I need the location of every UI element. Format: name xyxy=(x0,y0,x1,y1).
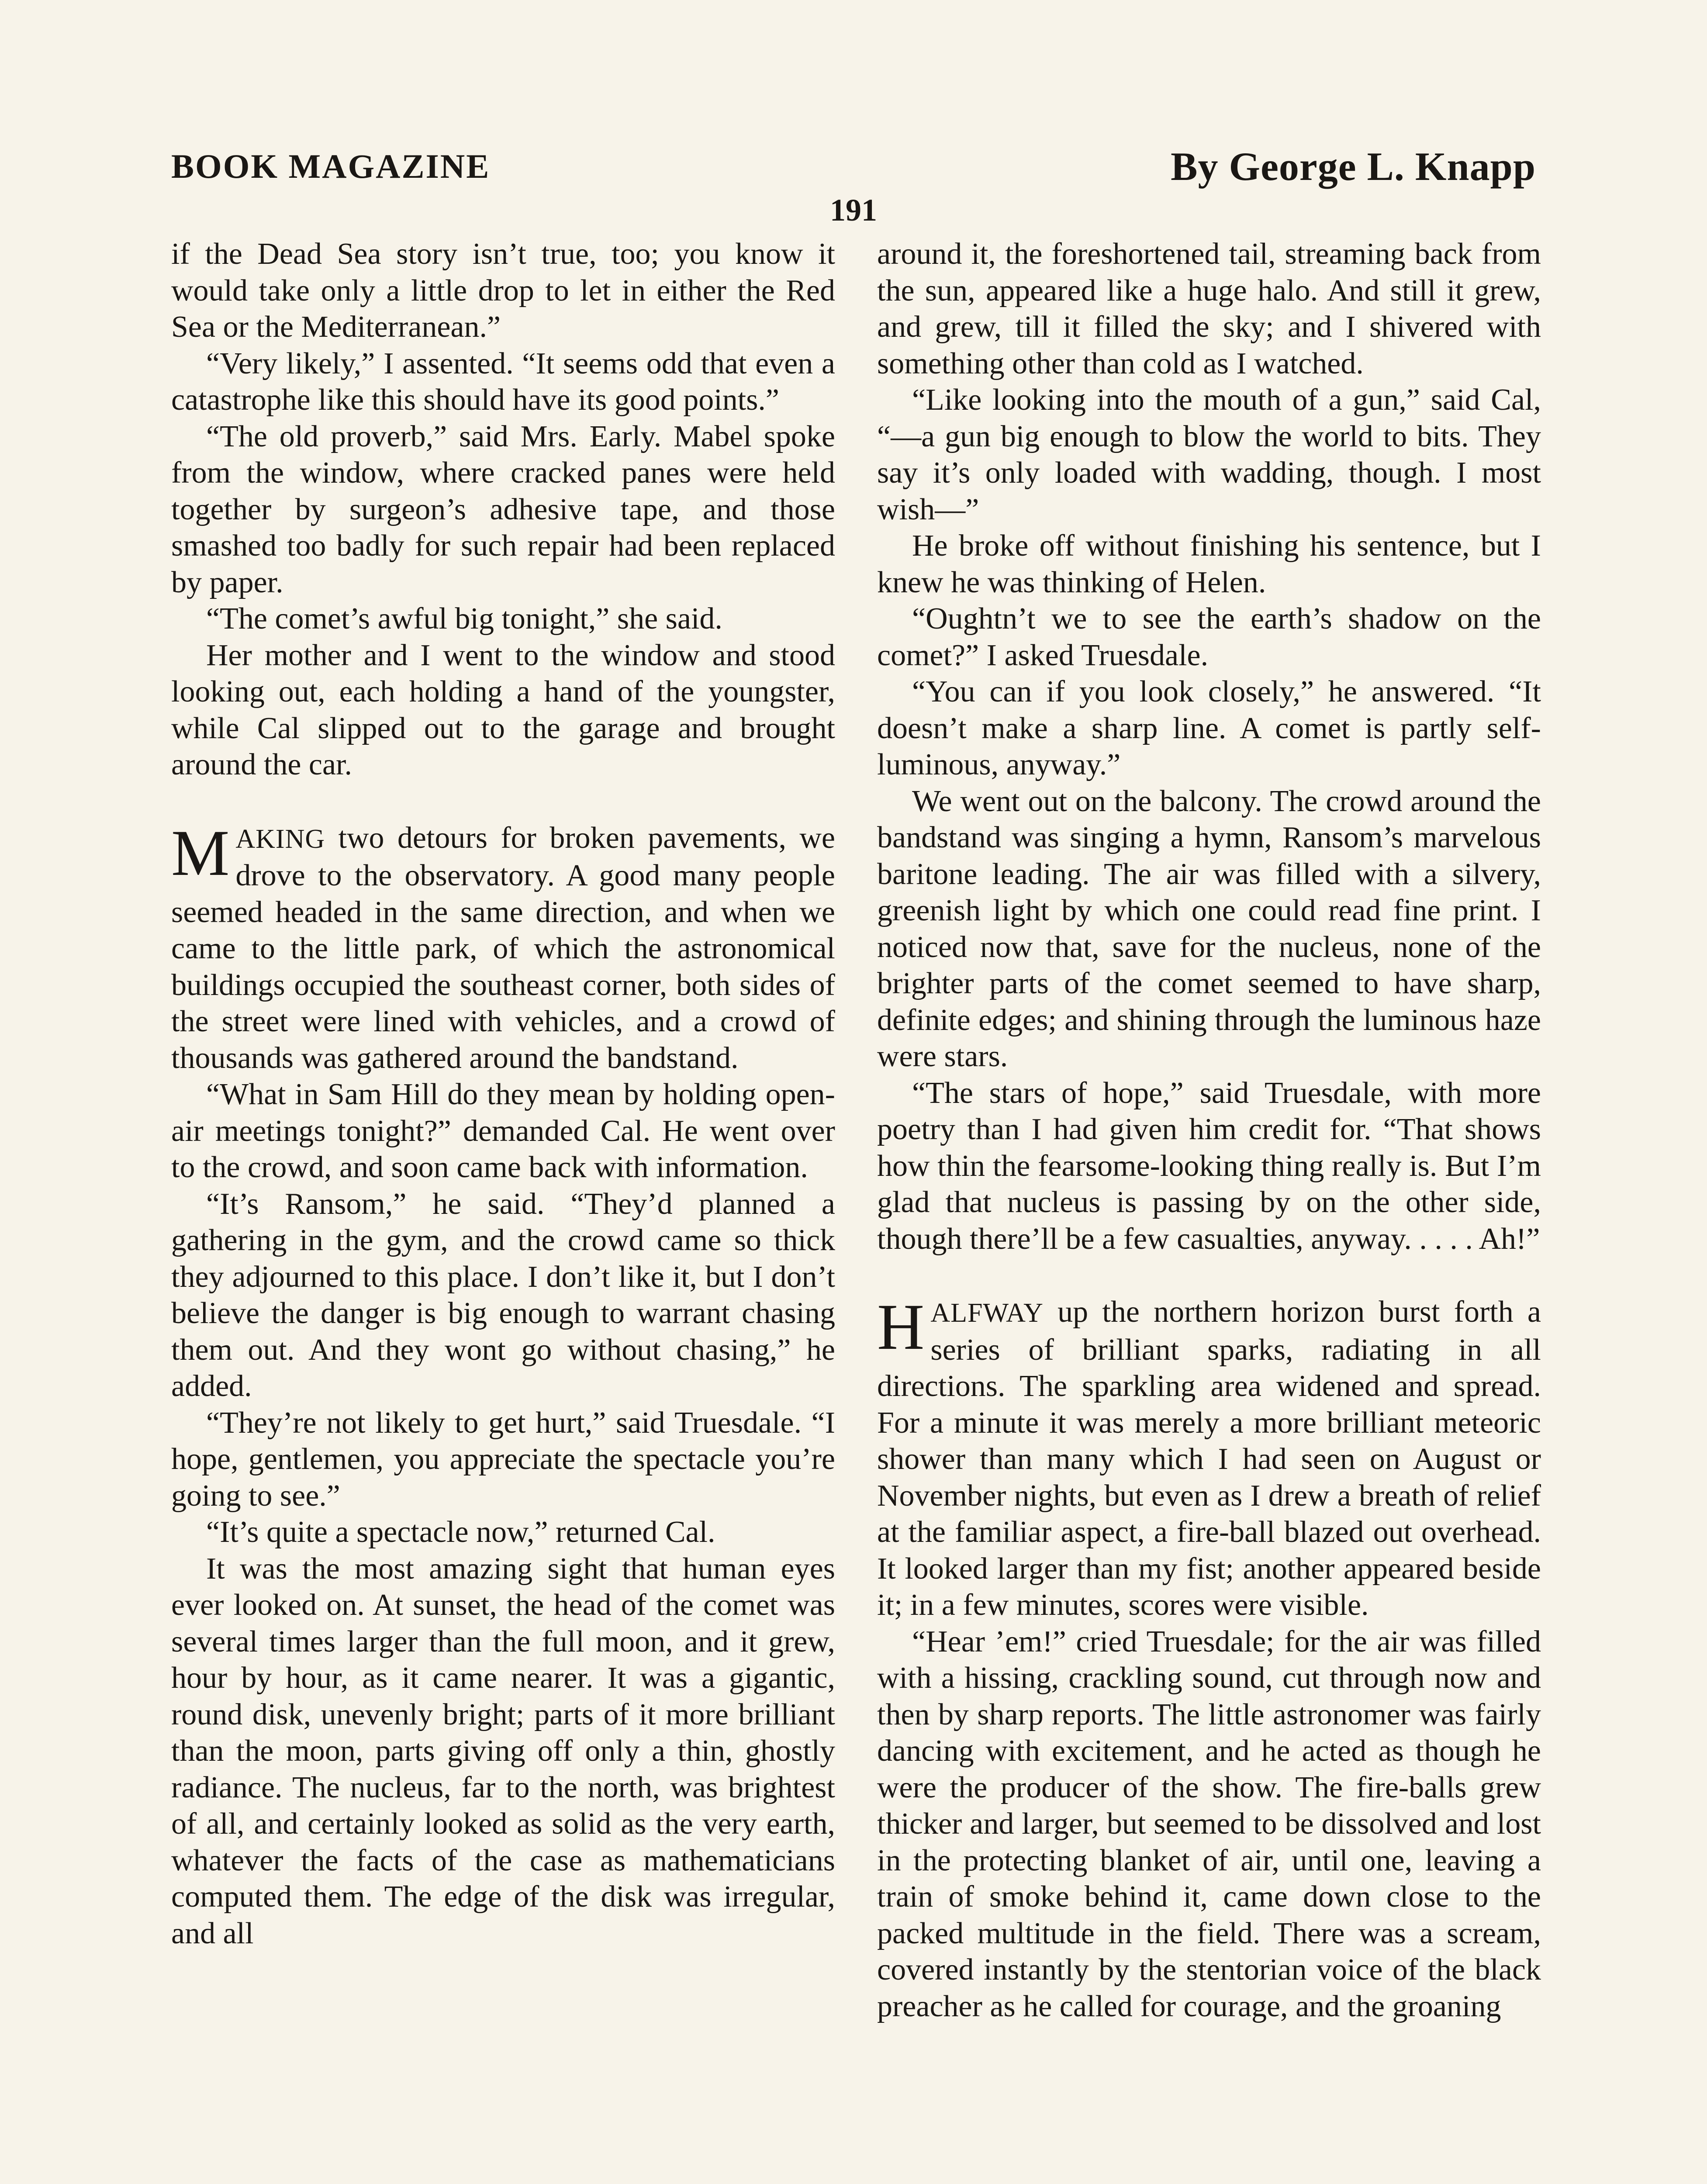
paragraph: “They’re not likely to get hurt,” said Truesdale. “I hope, gentlemen, you appreciate the spectacle you’re going to see.” xyxy=(171,1406,835,1513)
paragraph: “The old proverb,” said Mrs. Early. Mabel spoke from the window, where cracked panes were held together by surgeon’s adhesive tape, and those smashed too badly for such repair had been replaced by paper. xyxy=(171,419,835,599)
paragraph: “You can if you look closely,” he answered. “It doesn’t make a sharp line. A comet is partly self-luminous, anyway.” xyxy=(877,675,1541,781)
drop-cap: M xyxy=(171,816,230,889)
paragraph: “Like looking into the mouth of a gun,” said Cal, “—a gun big enough to blow the world to bits. They say it’s only loaded with wadding, though. I most wish—” xyxy=(877,383,1541,526)
author-byline: By George L. Knapp xyxy=(1171,144,1536,189)
paragraph: “It’s Ransom,” he said. “They’d planned a gathering in the gym, and the crowd came so thick they adjourned to this place. I don’t like it, but I don’t believe the danger is big enough to warrant chasing them out. And they wont go without chasing,” he added. xyxy=(171,1187,835,1403)
paragraph: “Hear ’em!” cried Truesdale; for the air was filled with a hissing, crackling sound, cut through now and then by sharp reports. The little astronomer was fairly dancing with excitement, and he acted as though he were the producer of the show. The fire-balls grew thicker and larger, but seemed to be dissolved and lost in the protecting blanket of air, until one, leaving a train of smoke behind it, came down close to the packed multitude in the field. There was a scream, covered instantly by the stentorian voice of the black preacher as he called for courage, and the groaning xyxy=(877,1624,1541,2023)
drop-cap: H xyxy=(877,1291,925,1363)
left-column xyxy=(171,236,835,2184)
paragraph: around it, the foreshortened tail, streaming back from the sun, appeared like a huge halo. And still it grew, and grew, till it filled the sky; and I shivered with something other than cold as I watched. xyxy=(877,237,1541,380)
lead-in-caps: ALFWAY xyxy=(930,1298,1044,1328)
paragraph: It was the most amazing sight that human eyes ever looked on. At sunset, the head of the comet was several times larger than the full moon, and it grew, hour by hour, as it came nearer. It was a gigantic, round disk, unevenly bright; parts of it more brilliant than the moon, parts giving off only a thin, ghostly radiance. The nucleus, far to the north, was brightest of all, and certainly looked as solid as the very earth, whatever the facts of the case as mathematicians computed them. The edge of the disk was irregular, and all xyxy=(171,1552,835,1950)
section-text: two detours for broken pavements, we drove to the observatory. A good many people seemed headed in the same direction, and when we came to the little park, of which the astronomical buildings occupied the southeast corner, both sides of the street were lined with vehicles, and a crowd of thousands was gathered around the bandstand. xyxy=(171,821,835,1075)
magazine-title: BOOK MAGAZINE xyxy=(171,147,491,185)
paragraph: “It’s quite a spectacle now,” returned Cal. xyxy=(206,1515,715,1549)
paragraph: “Very likely,” I assented. “It seems odd that even a catastrophe like this should have its good points.” xyxy=(171,346,835,417)
section-opening-paragraph xyxy=(171,816,835,1077)
section-text: up the northern horizon burst forth a series of brilliant sparks, radiating in all directions. The sparkling area widened and spread. For a minute it was merely a more brilliant meteoric shower than many which I had seen on August or November nights, but even as I drew a breath of relief at the familiar aspect, a fire-ball blazed out overhead. It looked larger than my fist; another appeared beside it; in a few minutes, scores were visible. xyxy=(877,1295,1541,1622)
paragraph: if the Dead Sea story isn’t true, too; you know it would take only a little drop to let in either the Red Sea or the Mediterranean.” xyxy=(171,237,835,344)
right-column xyxy=(877,236,1541,2184)
paragraph: “What in Sam Hill do they mean by holding open-air meetings tonight?” demanded Cal. He went over to the crowd, and soon came back with information. xyxy=(171,1078,835,1184)
page-number: 191 xyxy=(830,193,877,228)
paragraph: We went out on the balcony. The crowd around the bandstand was singing a hymn, Ransom’s marvelous baritone leading. The air was filled with a silvery, greenish light by which one could read fine print. I noticed now that, save for the nucleus, none of the brighter parts of the comet seemed to have sharp, definite edges; and shining through the luminous haze were stars. xyxy=(877,784,1541,1073)
paragraph: “The comet’s awful big tonight,” she said. xyxy=(206,602,722,636)
paragraph: Her mother and I went to the window and stood looking out, each holding a hand of the youngster, while Cal slipped out to the garage and brought around the car. xyxy=(171,638,835,781)
lead-in-caps: AKING xyxy=(235,824,325,854)
paragraph: “Oughtn’t we to see the earth’s shadow on the comet?” I asked Truesdale. xyxy=(877,602,1541,672)
paragraph: He broke off without finishing his sentence, but I knew he was thinking of Helen. xyxy=(877,529,1541,599)
section-opening-paragraph xyxy=(877,1291,1541,1624)
paragraph: “The stars of hope,” said Truesdale, with more poetry than I had given him credit for. “That shows how thin the fearsome-looking thing really is. But I’m glad that nucleus is passing by on the other side, though there’ll be a few casualties, anyway. . . . . Ah!” xyxy=(877,1076,1541,1256)
